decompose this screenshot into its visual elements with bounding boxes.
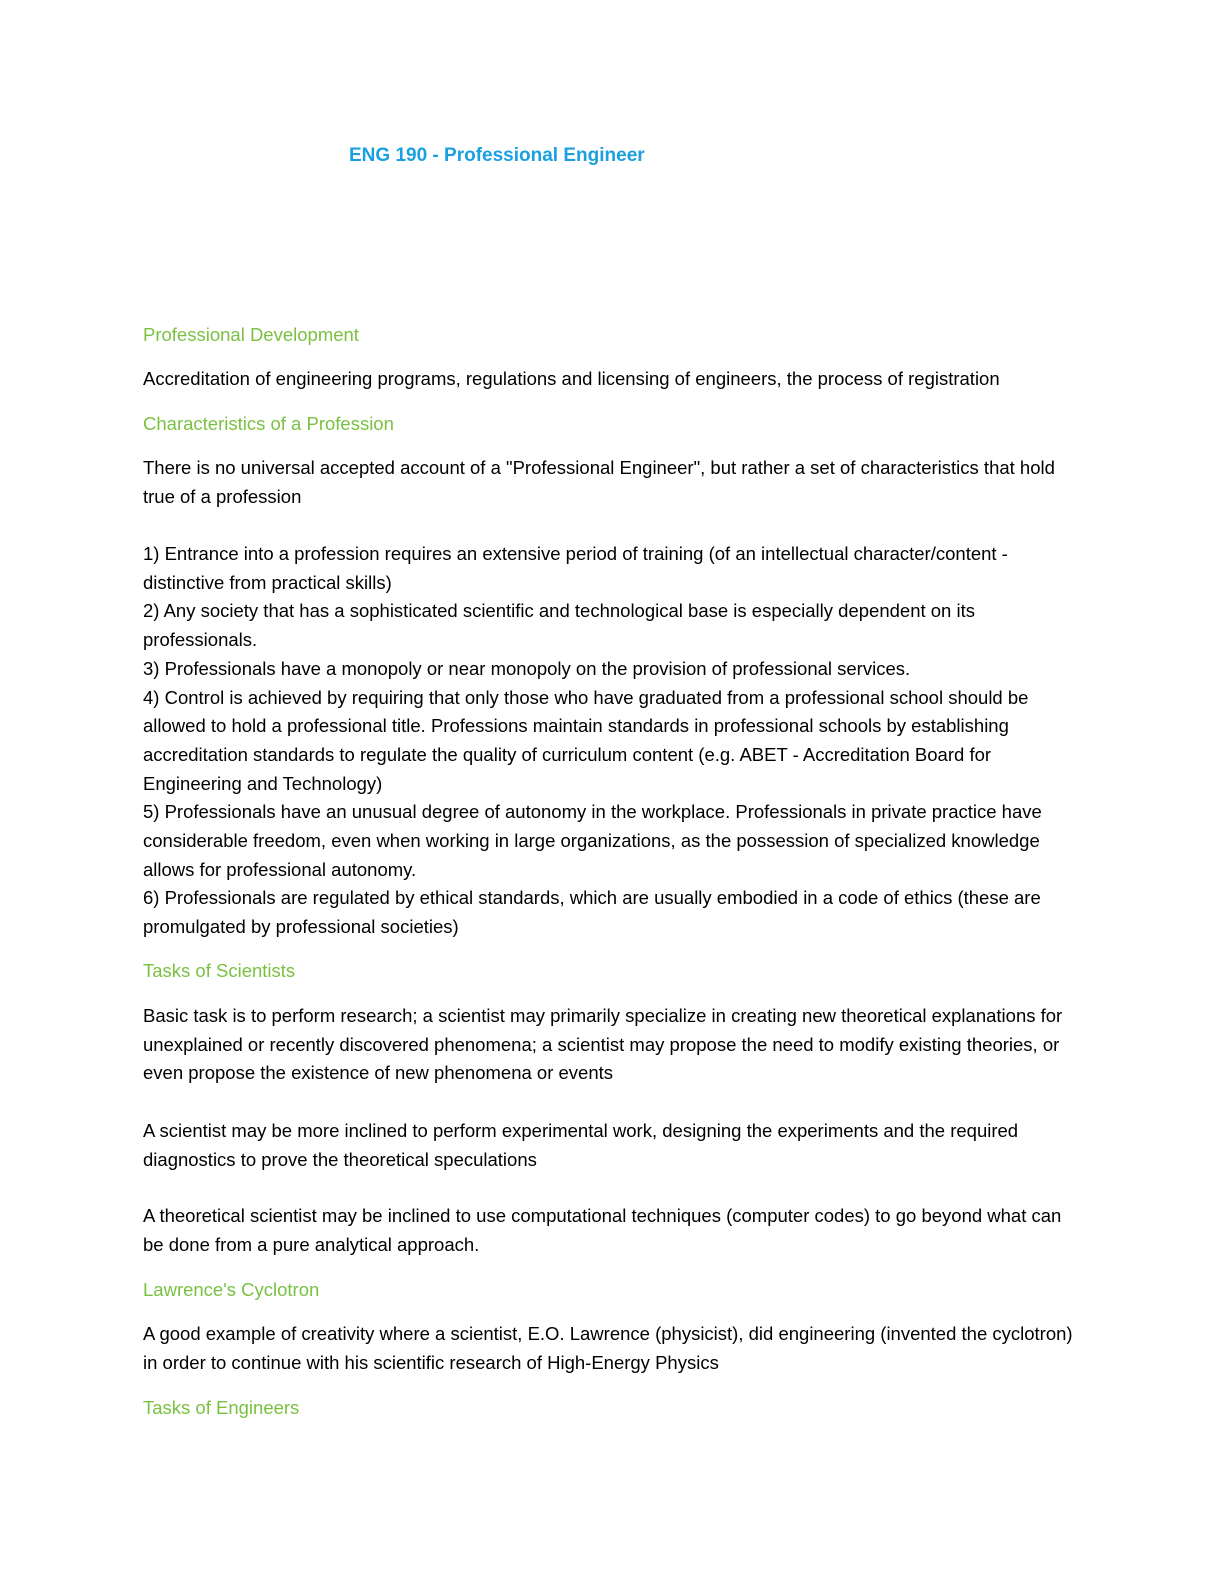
- paragraph-cyclotron: A good example of creativity where a scientist, E.O. Lawrence (physicist), did engineering (invented the cyclotron) in order to continue with his scientific research of High-Energy Physics: [143, 1323, 1073, 1373]
- heading-cyclotron: Lawrence's Cyclotron: [143, 1279, 320, 1300]
- paragraph-scientists-experimental: A scientist may be more inclined to perform experimental work, designing the experiments and the required diagnostics to prove the theoretical speculations: [143, 1120, 1019, 1170]
- paragraph-characteristics-intro: There is no universal accepted account of a "Professional Engineer", but rather a set of characteristics that hold true of a profession: [143, 457, 1055, 507]
- paragraph-scientists-computational: A theoretical scientist may be inclined to use computational techniques (computer codes) to go beyond what can be done from a pure analytical approach.: [143, 1205, 1062, 1255]
- heading-professional-development: Professional Development: [143, 324, 359, 345]
- heading-characteristics: Characteristics of a Profession: [143, 413, 394, 434]
- list-item: 5) Professionals have an unusual degree of autonomy in the workplace. Professionals in private practice have considerable freedom, even when working in large organizations, as the possession of specialized knowledge allows for professional autonomy.: [143, 801, 1042, 880]
- paragraph-accreditation: Accreditation of engineering programs, regulations and licensing of engineers, the process of registration: [143, 368, 1000, 389]
- heading-tasks-of-engineers: Tasks of Engineers: [143, 1397, 300, 1418]
- document-title: ENG 190 - Professional Engineer: [349, 145, 645, 166]
- list-item: 1) Entrance into a profession requires an extensive period of training (of an intellectual character/content - distinctive from practical skills): [143, 543, 1008, 593]
- paragraph-scientists-research: Basic task is to perform research; a scientist may primarily specialize in creating new theoretical explanations for unexplained or recently discovered phenomena; a scientist may propose the need to modify existing theories, or even propose the existence of new phenomena or events: [143, 1005, 1063, 1084]
- list-item: 6) Professionals are regulated by ethical standards, which are usually embodied in a code of ethics (these are promulgated by professional societies): [143, 887, 1041, 938]
- list-item: 4) Control is achieved by requiring that only those who have graduated from a professional school should be allowed to hold a professional title. Professions maintain standards in professional schools by establishing accreditation standards to regulate the quality of curriculum content (e.g. ABET - Accreditation Board for Engineering and Technology): [143, 686, 1029, 794]
- list-item: 2) Any society that has a sophisticated scientific and technological base is especially dependent on its professionals.: [143, 600, 975, 651]
- characteristics-list: [143, 540, 1083, 942]
- heading-tasks-of-scientists: Tasks of Scientists: [143, 960, 296, 981]
- list-item: 3) Professionals have a monopoly or near monopoly on the provision of professional services.: [143, 657, 911, 679]
